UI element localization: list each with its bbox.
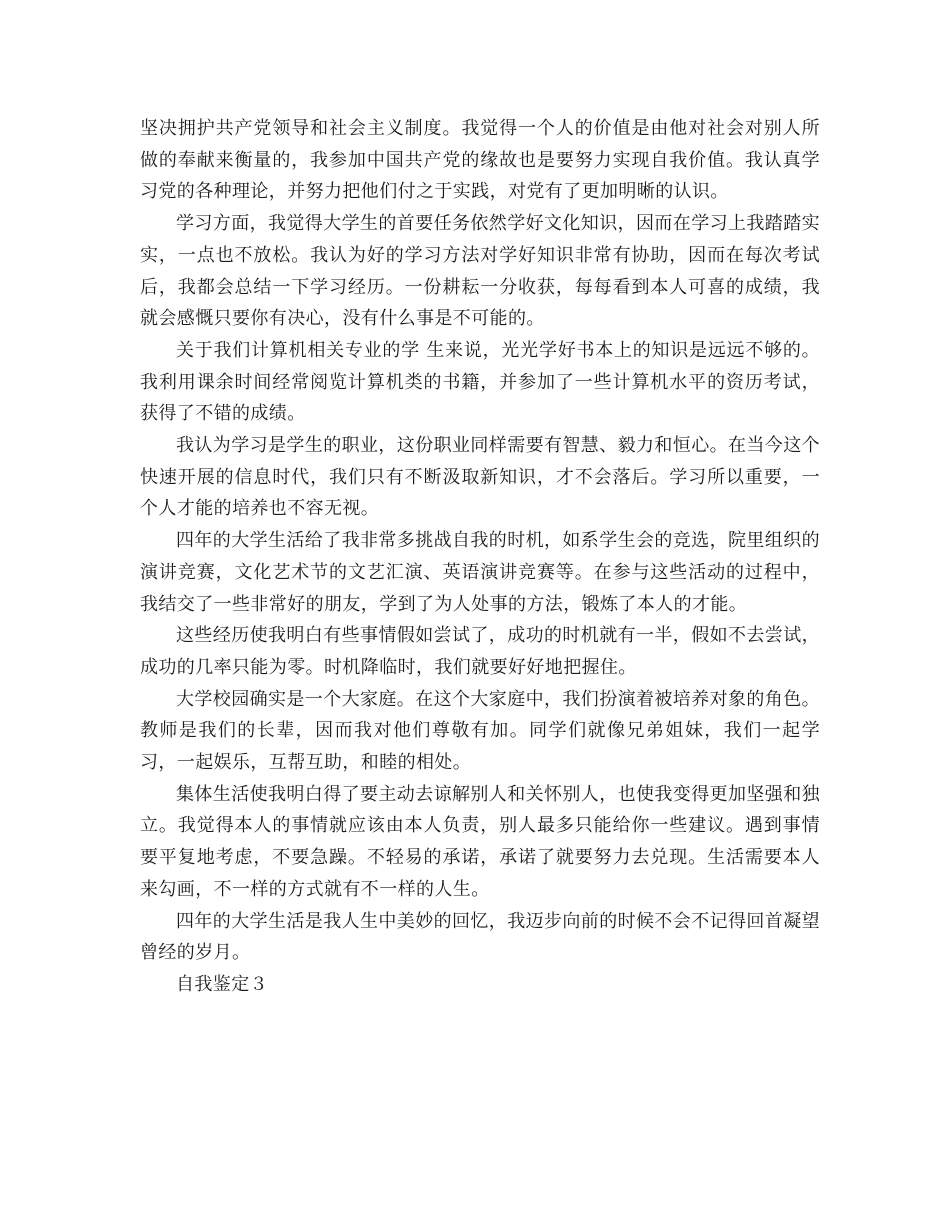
document-body <box>140 113 820 1001</box>
paragraph-continuation: 坚决拥护共产党领导和社会主义制度。我觉得一个人的价值是由他对社会对别人所做的奉献来衡量的，我参加中国共产党的缘故也是要努力实现自我价值。我认真学习党的各种理论，并努力把他们付之于实践，对党有了更加明晰的认识。 <box>140 118 820 203</box>
paragraph-challenges: 四年的大学生活给了我非常多挑战自我的时机，如系学生会的竞选，院里组织的演讲竞赛，文化艺术节的文艺汇演、英语演讲竞赛等。在参与这些活动的过程中，我结交了一些非常好的朋友，学到了为人处事的方法，锻炼了本人的才能。 <box>140 530 820 615</box>
section-heading: 自我鉴定３ <box>176 973 268 995</box>
paragraph-campus-family: 大学校园确实是一个大家庭。在这个大家庭中，我们扮演着被培养对象的角色。教师是我们的长辈，因而我对他们尊敬有加。同学们就像兄弟姐妹，我们一起学习，一起娱乐，互帮互助，和睦的相处。 <box>140 688 820 774</box>
paragraph-collective-life: 集体生活使我明白得了要主动去谅解别人和关怀别人，也使我变得更加坚强和独立。我觉得本人的事情就应该由本人负责，别人最多只能给你一些建议。遇到事情要平复地考虑，不要急躁。不轻易的承诺，承诺了就要努力去兑现。生活需要本人来勾画，不一样的方式就有不一样的人生。 <box>140 783 820 900</box>
paragraph-learning-profession: 我认为学习是学生的职业，这份职业同样需要有智慧、毅力和恒心。在当今这个快速开展的信息时代，我们只有不断汲取新知识，才不会落后。学习所以重要，一个人才能的培养也不容无视。 <box>140 435 820 520</box>
paragraph-experience: 这些经历使我明白有些事情假如尝试了，成功的时机就有一半，假如不去尝试，成功的几率只能为零。时机降临时，我们就要好好地把握住。 <box>140 625 820 678</box>
paragraph-study: 学习方面，我觉得大学生的首要任务依然学好文化知识，因而在学习上我踏踏实实，一点也不放松。我认为好的学习方法对学好知识非常有协助，因而在每次考试后，我都会总结一下学习经历。一份耕耘一分收获，每每看到本人可喜的成绩，我就会感慨只要你有决心，没有什么事是不可能的。 <box>140 213 820 330</box>
paragraph-memories: 四年的大学生活是我人生中美妙的回忆，我迈步向前的时候不会不记得回首凝望曾经的岁月。 <box>140 910 820 964</box>
paragraph-computer-major: 关于我们计算机相关专业的学 生来说，光光学好书本上的知识是远远不够的。我利用课余时间经常阅览计算机类的书籍，并参加了一些计算机水平的资历考试，获得了不错的成绩。 <box>140 339 820 425</box>
